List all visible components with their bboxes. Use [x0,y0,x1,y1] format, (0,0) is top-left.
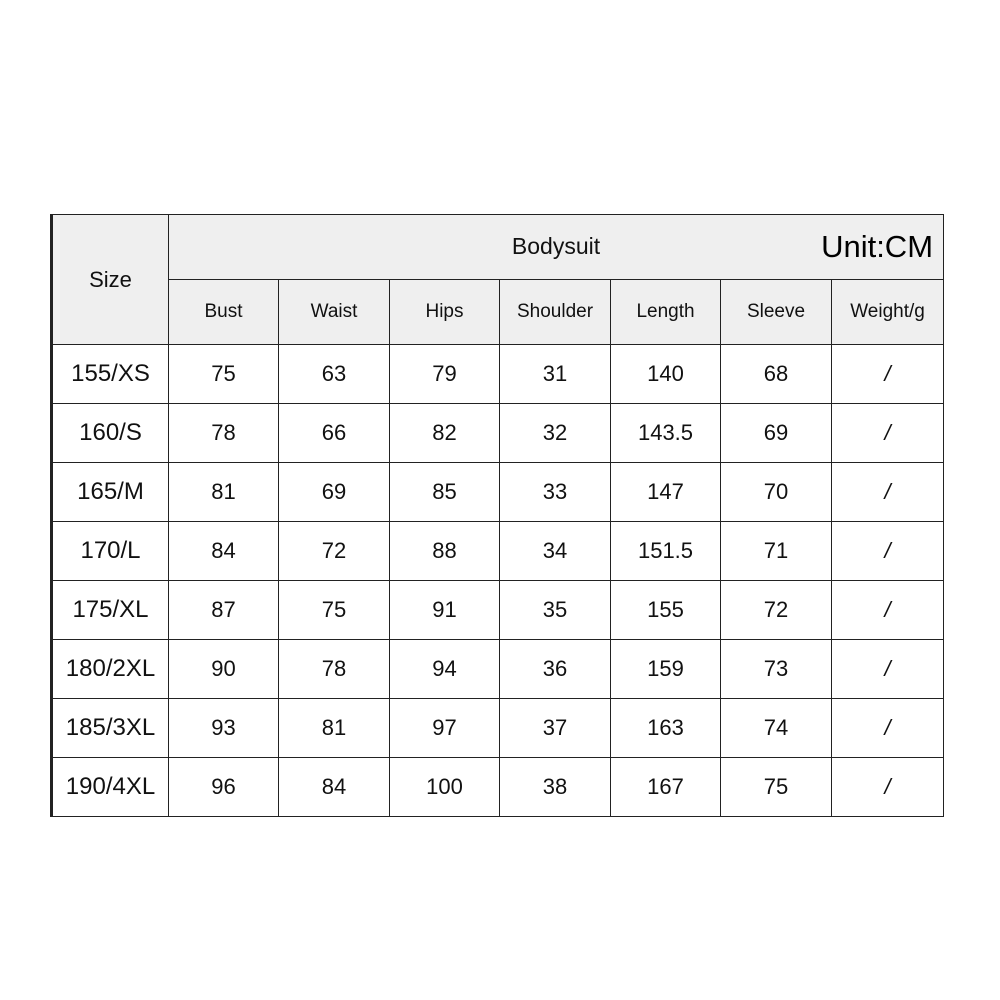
group-title: Bodysuit [511,233,601,259]
waist-cell: 75 [279,581,390,640]
waist-cell: 84 [279,758,390,817]
size-cell: 175/XL [52,581,169,640]
shoulder-cell: 37 [500,699,611,758]
column-header-weight: Weight/g [832,280,944,345]
shoulder-cell: 31 [500,345,611,404]
size-cell: 165/M [52,463,169,522]
hips-cell: 82 [390,404,500,463]
shoulder-cell: 35 [500,581,611,640]
shoulder-cell: 36 [500,640,611,699]
weight-cell: / [832,758,944,817]
column-header-sleeve: Sleeve [721,280,832,345]
weight-cell: / [832,699,944,758]
bust-cell: 75 [169,345,279,404]
shoulder-cell: 32 [500,404,611,463]
bust-cell: 81 [169,463,279,522]
sleeve-cell: 69 [721,404,832,463]
size-cell: 190/4XL [52,758,169,817]
table-row [52,640,944,699]
sleeve-cell: 75 [721,758,832,817]
waist-cell: 63 [279,345,390,404]
table-row [52,758,944,817]
length-cell: 143.5 [611,404,721,463]
column-header-hips: Hips [390,280,500,345]
length-cell: 163 [611,699,721,758]
size-cell: 155/XS [52,345,169,404]
waist-cell: 78 [279,640,390,699]
weight-cell: / [832,404,944,463]
header-row-group [52,215,944,280]
length-cell: 155 [611,581,721,640]
column-header-bust: Bust [169,280,279,345]
hips-cell: 94 [390,640,500,699]
shoulder-cell: 34 [500,522,611,581]
bust-cell: 93 [169,699,279,758]
column-header-waist: Waist [279,280,390,345]
sleeve-cell: 70 [721,463,832,522]
sleeve-cell: 71 [721,522,832,581]
unit-label: Unit:CM [821,229,934,264]
hips-cell: 97 [390,699,500,758]
length-cell: 140 [611,345,721,404]
shoulder-cell: 33 [500,463,611,522]
waist-cell: 66 [279,404,390,463]
size-cell: 185/3XL [52,699,169,758]
sleeve-cell: 68 [721,345,832,404]
length-cell: 147 [611,463,721,522]
shoulder-cell: 38 [500,758,611,817]
bust-cell: 84 [169,522,279,581]
weight-cell: / [832,522,944,581]
size-cell: 160/S [52,404,169,463]
bust-cell: 87 [169,581,279,640]
hips-cell: 79 [390,345,500,404]
table-row [52,345,944,404]
header-row-columns [52,280,944,345]
hips-cell: 85 [390,463,500,522]
bust-cell: 90 [169,640,279,699]
length-cell: 167 [611,758,721,817]
sleeve-cell: 73 [721,640,832,699]
length-cell: 151.5 [611,522,721,581]
size-column-header: Size [52,215,169,345]
size-cell: 180/2XL [52,640,169,699]
weight-cell: / [832,640,944,699]
table-row [52,522,944,581]
bust-cell: 96 [169,758,279,817]
hips-cell: 91 [390,581,500,640]
column-header-length: Length [611,280,721,345]
table-row [52,463,944,522]
hips-cell: 100 [390,758,500,817]
size-chart-body [52,215,944,817]
size-cell: 170/L [52,522,169,581]
sleeve-cell: 74 [721,699,832,758]
weight-cell: / [832,463,944,522]
column-header-shoulder: Shoulder [500,280,611,345]
bust-cell: 78 [169,404,279,463]
hips-cell: 88 [390,522,500,581]
waist-cell: 81 [279,699,390,758]
group-header-cell [169,215,944,280]
size-chart-table [50,214,944,817]
waist-cell: 72 [279,522,390,581]
waist-cell: 69 [279,463,390,522]
weight-cell: / [832,345,944,404]
table-row [52,404,944,463]
table-row [52,699,944,758]
sleeve-cell: 72 [721,581,832,640]
table-row [52,581,944,640]
weight-cell: / [832,581,944,640]
length-cell: 159 [611,640,721,699]
